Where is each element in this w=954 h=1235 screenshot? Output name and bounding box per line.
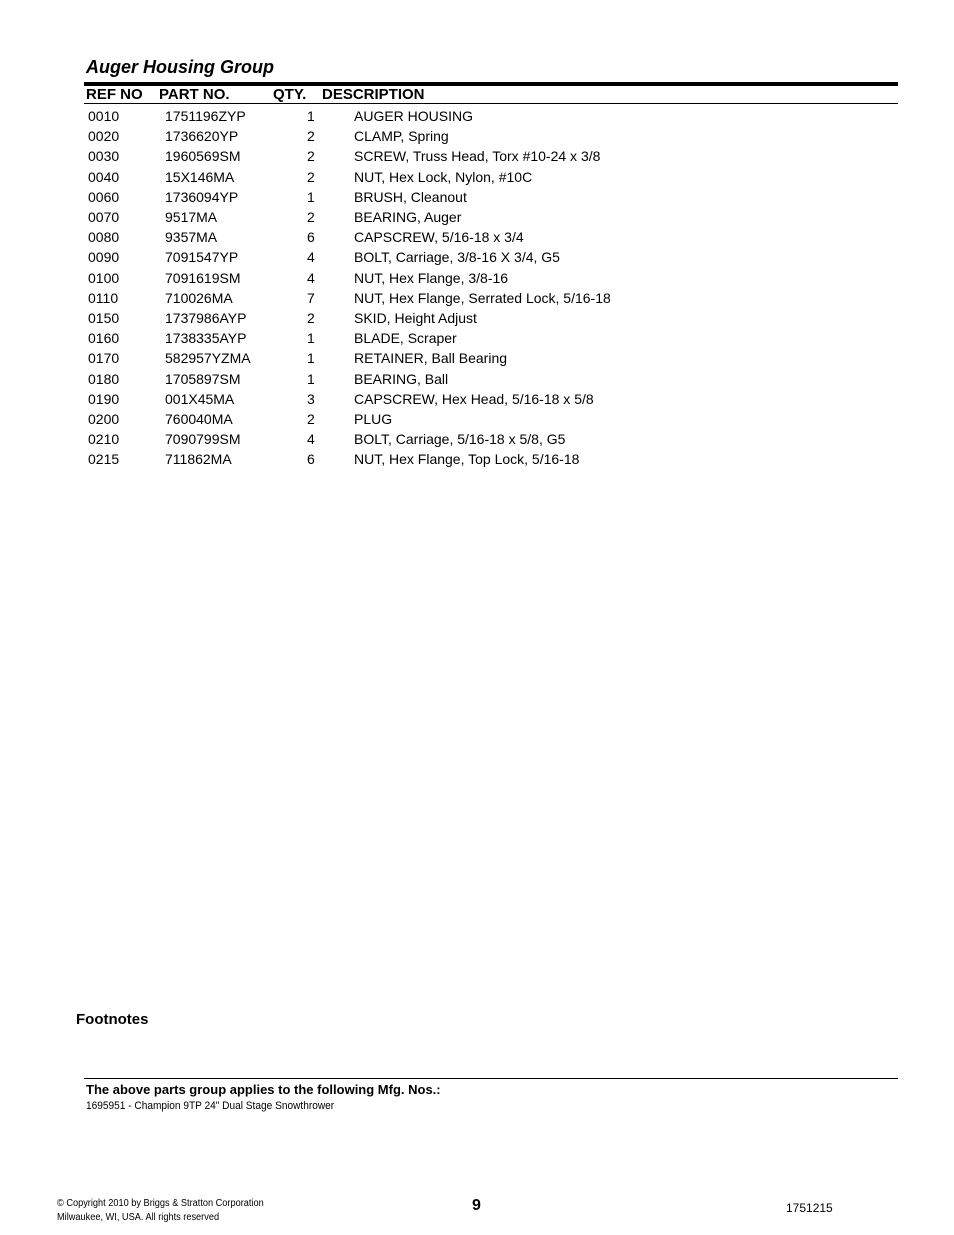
table-row: [0, 189, 954, 209]
cell-qty: 1: [307, 350, 315, 367]
cell-ref-no: 0040: [88, 168, 120, 185]
cell-ref-no: 0200: [88, 411, 120, 427]
cell-part-no: 1960569SM: [165, 148, 241, 165]
cell-ref-no: 0215: [88, 451, 120, 468]
table-row: [0, 249, 954, 269]
cell-qty: 1: [307, 188, 315, 205]
footnotes-heading: Footnotes: [76, 1011, 149, 1028]
cell-qty: 2: [307, 411, 315, 427]
applicability-rule: [84, 1078, 898, 1079]
cell-part-no: 711862MA: [165, 451, 232, 468]
table-row: [0, 108, 954, 128]
copyright-line-1: © Copyright 2010 by Briggs & Stratton Corporation: [57, 1198, 264, 1209]
table-row: [0, 411, 954, 431]
cell-part-no: 1751196ZYP: [165, 108, 246, 124]
cell-ref-no: 0090: [88, 249, 120, 266]
cell-ref-no: 0070: [88, 209, 120, 225]
cell-part-no: 7091619SM: [165, 269, 241, 286]
cell-part-no: 001X45MA: [165, 390, 235, 407]
cell-ref-no: 0170: [88, 350, 120, 367]
table-row: [0, 350, 954, 370]
table-row: [0, 310, 954, 330]
cell-description: BOLT, Carriage, 5/16-18 x 5/8, G5: [354, 431, 566, 448]
cell-qty: 2: [307, 148, 315, 165]
header-rule: [84, 103, 898, 104]
copyright-line-2: Milwaukee, WI, USA. All rights reserved: [57, 1212, 220, 1223]
cell-description: NUT, Hex Flange, Top Lock, 5/16-18: [354, 451, 580, 468]
cell-ref-no: 0080: [88, 229, 120, 246]
table-row: [0, 451, 954, 471]
cell-qty: 2: [307, 128, 315, 145]
table-row: [0, 209, 954, 229]
table-row: [0, 128, 954, 148]
cell-qty: 2: [307, 168, 315, 185]
cell-description: SKID, Height Adjust: [354, 310, 477, 326]
cell-part-no: 582957YZMA: [165, 350, 251, 367]
cell-part-no: 9357MA: [165, 229, 218, 246]
cell-description: BEARING, Ball: [354, 370, 449, 387]
cell-description: RETAINER, Ball Bearing: [354, 350, 508, 367]
cell-qty: 4: [307, 249, 315, 266]
table-row: [0, 330, 954, 350]
cell-part-no: 7090799SM: [165, 431, 241, 448]
cell-part-no: 1705897SM: [165, 370, 241, 387]
document-number: 1751215: [786, 1201, 833, 1215]
table-row: [0, 371, 954, 391]
cell-part-no: 760040MA: [165, 411, 233, 427]
cell-description: CAPSCREW, Hex Head, 5/16-18 x 5/8: [354, 390, 594, 407]
header-qty: QTY.: [273, 86, 307, 103]
cell-description: AUGER HOUSING: [354, 108, 474, 124]
cell-description: BRUSH, Cleanout: [354, 188, 467, 205]
mfg-model: 1695951 - Champion 9TP 24" Dual Stage Snowthrower: [86, 1100, 335, 1112]
cell-ref-no: 0100: [88, 269, 120, 286]
cell-description: PLUG: [354, 411, 393, 427]
cell-qty: 6: [307, 229, 315, 246]
page-number: 9: [472, 1197, 481, 1214]
cell-part-no: 1738335AYP: [165, 330, 247, 347]
cell-part-no: 1737986AYP: [165, 310, 247, 326]
cell-description: NUT, Hex Flange, Serrated Lock, 5/16-18: [354, 289, 611, 306]
cell-part-no: 1736094YP: [165, 188, 239, 205]
cell-part-no: 9517MA: [165, 209, 218, 225]
table-row: [0, 148, 954, 168]
cell-qty: 3: [307, 390, 315, 407]
cell-qty: 2: [307, 310, 315, 326]
cell-qty: 2: [307, 209, 315, 225]
cell-description: CLAMP, Spring: [354, 128, 449, 145]
cell-part-no: 710026MA: [165, 289, 233, 306]
cell-qty: 6: [307, 451, 315, 468]
cell-description: SCREW, Truss Head, Torx #10-24 x 3/8: [354, 148, 601, 165]
cell-ref-no: 0030: [88, 148, 120, 165]
cell-description: NUT, Hex Flange, 3/8-16: [354, 269, 509, 286]
cell-qty: 4: [307, 269, 315, 286]
cell-qty: 1: [307, 108, 315, 124]
cell-ref-no: 0180: [88, 370, 120, 387]
table-row: [0, 229, 954, 249]
table-row: [0, 270, 954, 290]
cell-ref-no: 0150: [88, 310, 120, 326]
cell-ref-no: 0160: [88, 330, 120, 347]
header-ref-no: REF NO: [86, 86, 143, 103]
cell-ref-no: 0060: [88, 188, 120, 205]
page-title: Auger Housing Group: [86, 57, 274, 77]
header-part-no: PART NO.: [159, 86, 230, 103]
cell-ref-no: 0110: [88, 289, 119, 306]
cell-description: NUT, Hex Lock, Nylon, #10C: [354, 168, 533, 185]
cell-qty: 1: [307, 370, 315, 387]
cell-part-no: 15X146MA: [165, 168, 235, 185]
cell-description: CAPSCREW, 5/16-18 x 3/4: [354, 229, 524, 246]
cell-ref-no: 0010: [88, 108, 120, 124]
cell-description: BEARING, Auger: [354, 209, 462, 225]
table-row: [0, 169, 954, 189]
applicability-heading: The above parts group applies to the following Mfg. Nos.:: [86, 1082, 441, 1097]
cell-qty: 7: [307, 289, 315, 306]
cell-description: BLADE, Scraper: [354, 330, 457, 347]
table-row: [0, 431, 954, 451]
cell-ref-no: 0020: [88, 128, 120, 145]
cell-ref-no: 0210: [88, 431, 120, 448]
cell-part-no: 1736620YP: [165, 128, 239, 145]
cell-description: BOLT, Carriage, 3/8-16 X 3/4, G5: [354, 249, 560, 266]
table-row: [0, 290, 954, 310]
cell-qty: 4: [307, 431, 315, 448]
cell-ref-no: 0190: [88, 390, 120, 407]
cell-part-no: 7091547YP: [165, 249, 239, 266]
cell-qty: 1: [307, 330, 315, 347]
header-description: DESCRIPTION: [322, 86, 425, 103]
table-row: [0, 391, 954, 411]
